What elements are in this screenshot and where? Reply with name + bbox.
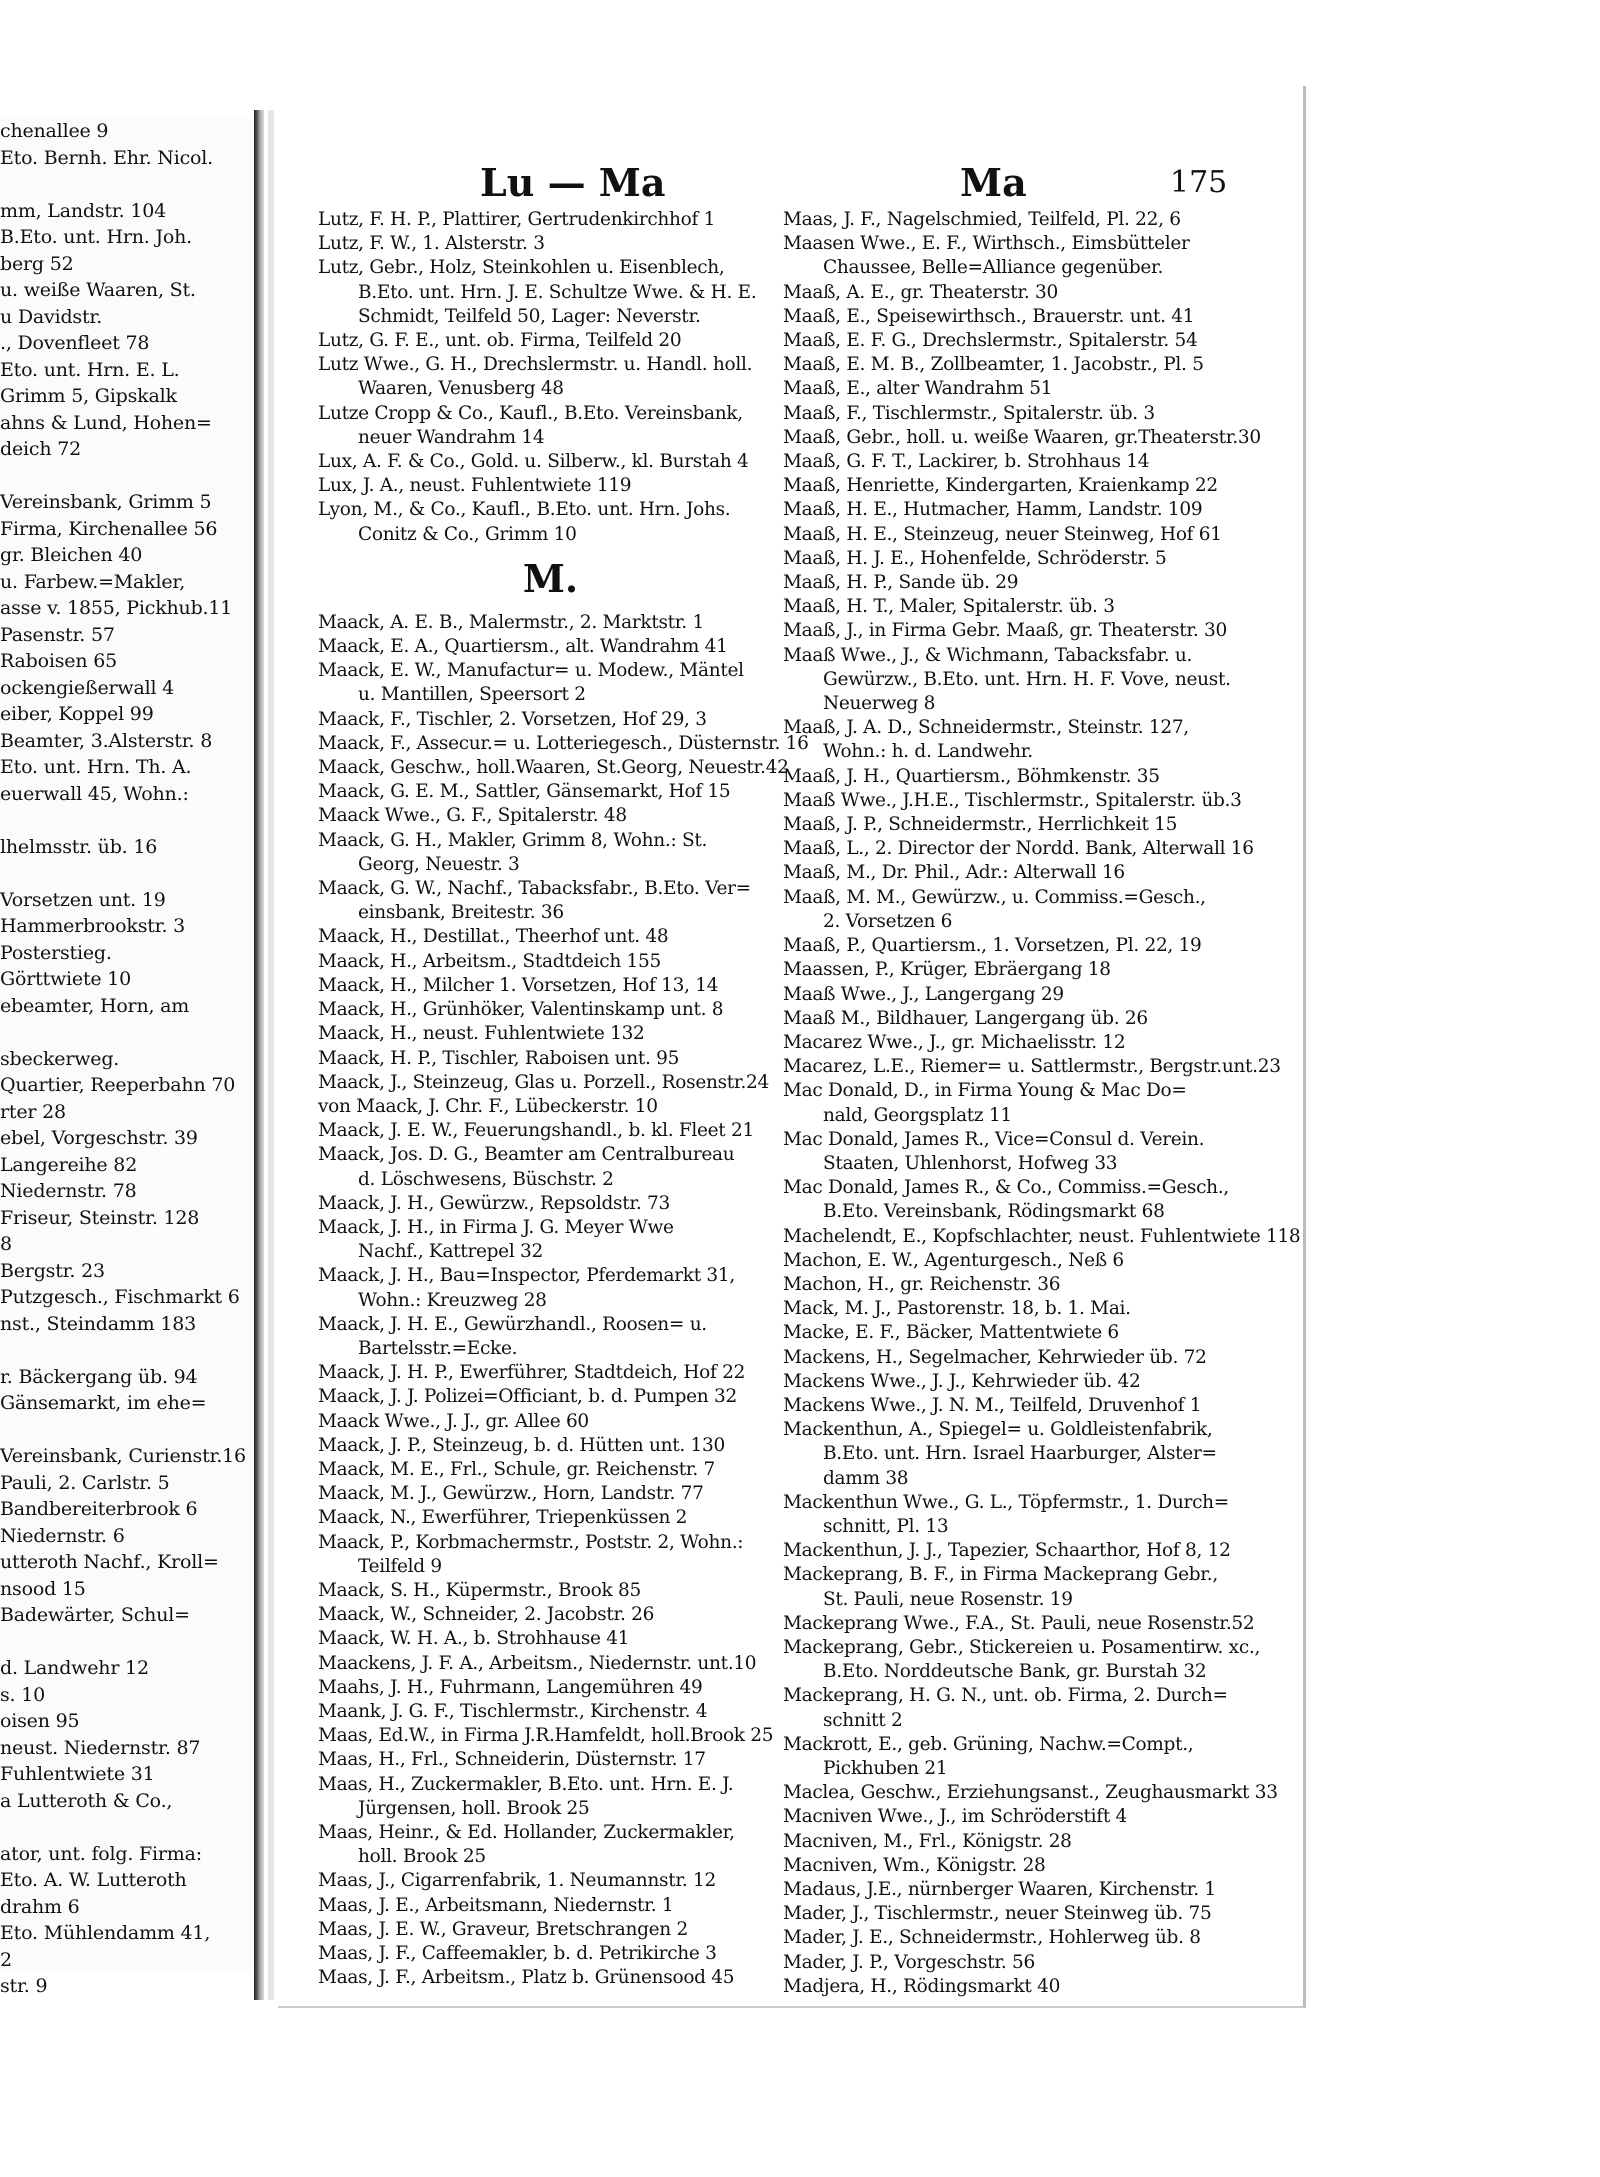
section-letter: M. — [522, 555, 579, 601]
directory-entry-line: Mackenthun Wwe., G. L., Töpfermstr., 1. Durch= — [783, 1491, 1229, 1513]
previous-page-line: a Lutteroth & Co., — [0, 1789, 173, 1812]
directory-entry-line: Maaß Wwe., J., Langergang 29 — [783, 983, 1064, 1005]
directory-entry-line: Maack, W., Schneider, 2. Jacobstr. 26 — [318, 1604, 655, 1626]
directory-entry-line: Maahs, J. H., Fuhrmann, Langemühren 49 — [318, 1676, 703, 1698]
directory-entry-line: Machon, E. W., Agenturgesch., Neß 6 — [783, 1249, 1124, 1271]
directory-entry-line: Maaß, M. M., Gewürzw., u. Commiss.=Gesch., — [783, 886, 1206, 908]
directory-entry-line: Mackens, H., Segelmacher, Kehrwieder üb. 72 — [783, 1346, 1207, 1368]
directory-entry-line: Maack, Geschw., holl.Waaren, St.Georg, Neuestr.42 — [318, 757, 789, 779]
directory-entry-line: Jürgensen, holl. Brook 25 — [358, 1797, 590, 1819]
directory-entry-line: Mackens Wwe., J. J., Kehrwieder üb. 42 — [783, 1370, 1141, 1392]
previous-page-line: Raboisen 65 — [0, 650, 117, 672]
directory-entry-line: Mac Donald, James R., & Co., Commiss.=Gesch., — [783, 1177, 1229, 1199]
previous-page-line: ockengießerwall 4 — [0, 676, 175, 699]
directory-entry-line: Maaß, H. P., Sande üb. 29 — [783, 572, 1019, 594]
column-left-top-entries — [318, 208, 783, 547]
previous-page-line: s. 10 — [0, 1683, 46, 1706]
directory-entry-line: von Maack, J. Chr. F., Lübeckerstr. 10 — [318, 1095, 658, 1117]
running-head-left: Lu — Ma — [480, 160, 666, 205]
directory-entry-line: Maack, G. W., Nachf., Tabacksfabr., B.Eto. Ver= — [318, 878, 751, 900]
directory-entry-line: Maack, H., Milcher 1. Vorsetzen, Hof 13, 14 — [318, 974, 719, 996]
directory-entry-line: Mackeprang, Gebr., Stickereien u. Posamentirw. xc., — [783, 1636, 1261, 1658]
directory-entry-line: Maack, G. H., Makler, Grimm 8, Wohn.: St. — [318, 829, 708, 851]
directory-entry-line: Maas, J. E., Arbeitsmann, Niedernstr. 1 — [318, 1894, 674, 1916]
directory-entry-line: Maaß, E., alter Wandrahm 51 — [783, 378, 1053, 400]
previous-page-line: Pasenstr. 57 — [0, 623, 115, 646]
previous-page-line: mm, Landstr. 104 — [0, 199, 166, 222]
directory-entry-line: Lutz, G. F. E., unt. ob. Firma, Teilfeld 20 — [318, 330, 682, 352]
previous-page-line: 2 — [0, 1948, 12, 1971]
directory-entry-line: Lux, J. A., neust. Fuhlentwiete 119 — [318, 475, 632, 497]
directory-entry-line: Maaß, P., Quartiersm., 1. Vorsetzen, Pl. 22, 19 — [783, 935, 1202, 957]
previous-page-line: Görttwiete 10 — [0, 968, 132, 990]
directory-entry-line: Maaß, E. F. G., Drechslermstr., Spitalerstr. 54 — [783, 330, 1198, 352]
directory-entry-line: Maack, N., Ewerführer, Triepenküssen 2 — [318, 1507, 688, 1529]
directory-entry-line: Lutz Wwe., G. H., Drechslermstr. u. Handl. holl. — [318, 354, 753, 376]
directory-entry-line: Georg, Neuestr. 3 — [358, 853, 520, 875]
directory-entry-line: Maaß, Gebr., holl. u. weiße Waaren, gr.Theaterstr.30 — [783, 426, 1261, 448]
directory-entry-line: Maack, H., neust. Fuhlentwiete 132 — [318, 1023, 645, 1045]
directory-entry-line: Macniven, Wm., Königstr. 28 — [783, 1854, 1046, 1876]
directory-entry-line: Maaß, H. T., Maler, Spitalerstr. üb. 3 — [783, 596, 1115, 618]
directory-entry-line: Maaß, E., Speisewirthsch., Brauerstr. unt. 41 — [783, 305, 1195, 327]
book-gutter-highlight — [268, 110, 274, 2000]
directory-entry-line: Maaß, L., 2. Director der Nordd. Bank, Alterwall 16 — [783, 838, 1254, 860]
previous-page-line: rter 28 — [0, 1100, 66, 1123]
previous-page-line: neust. Niedernstr. 87 — [0, 1736, 201, 1759]
previous-page-line: oisen 95 — [0, 1710, 80, 1732]
previous-page-line: B.Eto. unt. Hrn. Joh. — [0, 226, 192, 248]
directory-entry-line: Maas, J. F., Caffeemakler, b. d. Petrikirche 3 — [318, 1943, 717, 1965]
directory-entry-line: Maack, H., Grünhöker, Valentinskamp unt. 8 — [318, 999, 724, 1021]
previous-page-line — [0, 860, 252, 887]
previous-page-line: Eto. Mühlendamm 41, — [0, 1922, 211, 1944]
previous-page-line: euerwall 45, Wohn.: — [0, 782, 189, 805]
directory-entry-line: Maas, J., Cigarrenfabrik, 1. Neumannstr. 12 — [318, 1870, 716, 1892]
directory-entry-line: Mackens Wwe., J. N. M., Teilfeld, Druvenhof 1 — [783, 1394, 1202, 1416]
directory-entry-line: Madjera, H., Rödingsmarkt 40 — [783, 1975, 1061, 1997]
directory-entry-line: Lutze Cropp & Co., Kaufl., B.Eto. Vereinsbank, — [318, 402, 743, 424]
previous-page-line: Eto. Bernh. Ehr. Nicol. — [0, 146, 214, 169]
directory-entry-line: Mac Donald, D., in Firma Young & Mac Do= — [783, 1080, 1187, 1102]
previous-page-line: berg 52 — [0, 252, 74, 275]
previous-page-line: Eto. A. W. Lutteroth — [0, 1869, 187, 1891]
directory-entry-line: holl. Brook 25 — [358, 1846, 486, 1868]
directory-entry-line: Mackenthun, A., Spiegel= u. Goldleistenfabrik, — [783, 1419, 1213, 1441]
previous-page-line: u Davidstr. — [0, 305, 103, 328]
running-head-right: Ma — [960, 160, 1027, 205]
previous-page-line: Pauli, 2. Carlstr. 5 — [0, 1471, 170, 1494]
directory-entry-line: Macarez Wwe., J., gr. Michaelisstr. 12 — [783, 1031, 1126, 1053]
directory-entry-line: Madaus, J.E., nürnberger Waaren, Kirchenstr. 1 — [783, 1879, 1216, 1901]
directory-entry-line: B.Eto. unt. Hrn. Israel Haarburger, Alster= — [823, 1443, 1217, 1465]
directory-entry-line: Maaß, J. A. D., Schneidermstr., Steinstr. 127, — [783, 717, 1189, 739]
directory-entry-line: Nachf., Kattrepel 32 — [358, 1241, 543, 1263]
book-gutter — [254, 110, 264, 2000]
directory-entry-line: Staaten, Uhlenhorst, Hofweg 33 — [823, 1152, 1118, 1174]
directory-entry-line: Maack, H. P., Tischler, Raboisen unt. 95 — [318, 1047, 680, 1069]
column-left-bottom-entries — [318, 611, 809, 1991]
previous-page-line: nsood 15 — [0, 1577, 86, 1600]
directory-entry-line: Maack, W. H. A., b. Strohhause 41 — [318, 1628, 630, 1650]
previous-page-line — [0, 1814, 252, 1841]
previous-page-line: asse v. 1855, Pickhub.11 — [0, 597, 233, 619]
directory-entry-line: Maaß Wwe., J.H.E., Tischlermstr., Spitalerstr. üb.3 — [783, 789, 1242, 811]
directory-entry-line: Maack, G. E. M., Sattler, Gänsemarkt, Hof 15 — [318, 781, 731, 803]
directory-entry-line: Mackeprang, B. F., in Firma Mackeprang Gebr., — [783, 1564, 1218, 1586]
directory-entry-line: Maack, J. H. P., Ewerführer, Stadtdeich, Hof 22 — [318, 1362, 746, 1384]
directory-entry-line: Lyon, M., & Co., Kaufl., B.Eto. unt. Hrn. Johs. — [318, 499, 731, 521]
directory-entry-line: Machon, H., gr. Reichenstr. 36 — [783, 1273, 1061, 1295]
directory-entry-line: Macke, E. F., Bäcker, Mattentwiete 6 — [783, 1322, 1119, 1344]
directory-entry-line: einsbank, Breitestr. 36 — [358, 902, 564, 924]
directory-entry-line: Macniven Wwe., J., im Schröderstift 4 — [783, 1806, 1128, 1828]
directory-entry-line: Maaß, H. E., Steinzeug, neuer Steinweg, Hof 61 — [783, 523, 1222, 545]
previous-page-line: chenallee 9 — [0, 120, 109, 142]
directory-entry-line: Maassen, P., Krüger, Ebräergang 18 — [783, 959, 1111, 981]
directory-entry-line: Maaß, H. E., Hutmacher, Hamm, Landstr. 109 — [783, 499, 1203, 521]
directory-entry-line: Mac Donald, James R., Vice=Consul d. Verein. — [783, 1128, 1205, 1150]
previous-page-line: ebel, Vorgeschstr. 39 — [0, 1127, 198, 1149]
directory-entry-line: Maaß, E. M. B., Zollbeamter, 1. Jacobstr., Pl. 5 — [783, 354, 1204, 376]
directory-entry-line: Maack, M. J., Gewürzw., Horn, Landstr. 77 — [318, 1483, 704, 1505]
previous-page-line: Bandbereiterbrook 6 — [0, 1498, 198, 1520]
directory-entry-line: Wohn.: h. d. Landwehr. — [823, 741, 1033, 763]
directory-entry-line: Lux, A. F. & Co., Gold. u. Silberw., kl. Burstah 4 — [318, 451, 749, 473]
previous-page-line: Vereinsbank, Curienstr.16 — [0, 1445, 246, 1467]
directory-entry-line: Maack, J. H., Gewürzw., Repsoldstr. 73 — [318, 1192, 670, 1214]
previous-page-line: deich 72 — [0, 438, 81, 460]
directory-entry-line: B.Eto. Norddeutsche Bank, gr. Burstah 32 — [823, 1661, 1207, 1683]
previous-page-line: Friseur, Steinstr. 128 — [0, 1206, 200, 1229]
previous-page-line: gr. Bleichen 40 — [0, 544, 143, 566]
directory-entry-line: Maaß Wwe., J., & Wichmann, Tabacksfabr. u. — [783, 644, 1193, 666]
previous-page-line: Eto. unt. Hrn. Th. A. — [0, 756, 192, 778]
previous-page-line: r. Bäckergang üb. 94 — [0, 1365, 198, 1388]
directory-entry-line: Maackens, J. F. A., Arbeitsm., Niedernstr. unt.10 — [318, 1652, 757, 1674]
previous-page-line: Vereinsbank, Grimm 5 — [0, 491, 212, 513]
previous-page-line: ator, unt. folg. Firma: — [0, 1842, 202, 1865]
directory-entry-line: Neuerweg 8 — [823, 693, 936, 715]
directory-entry-line: Chaussee, Belle=Alliance gegenüber. — [823, 257, 1164, 279]
directory-entry-line: B.Eto. Vereinsbank, Rödingsmarkt 68 — [823, 1201, 1165, 1223]
directory-entry-line: Maack, J. P., Steinzeug, b. d. Hütten unt. 130 — [318, 1434, 725, 1456]
directory-entry-line: Teilfeld 9 — [358, 1555, 442, 1577]
directory-entry-line: Maaß, J. H., Quartiersm., Böhmkenstr. 35 — [783, 765, 1160, 787]
directory-entry-line: Maack, J. J. Polizei=Officiant, b. d. Pumpen 32 — [318, 1386, 737, 1408]
directory-entry-line: Mackeprang Wwe., F.A., St. Pauli, neue Rosenstr.52 — [783, 1612, 1255, 1634]
previous-page-line — [0, 1337, 252, 1364]
page-number: 175 — [1170, 165, 1228, 200]
directory-entry-line: Mack, M. J., Pastorenstr. 18, b. 1. Mai. — [783, 1298, 1131, 1320]
directory-entry-line: damm 38 — [823, 1467, 909, 1489]
previous-page-line: ebeamter, Horn, am — [0, 994, 190, 1017]
directory-entry-line: Wohn.: Kreuzweg 28 — [358, 1289, 547, 1311]
directory-entry-line: Maasen Wwe., E. F., Wirthsch., Eimsbütteler — [783, 233, 1190, 255]
directory-entry-line: Maack, F., Assecur.= u. Lotteriegesch., Düsternstr. 16 — [318, 732, 809, 754]
directory-entry-line: Maas, J. F., Nagelschmied, Teilfeld, Pl. 22, 6 — [783, 209, 1181, 230]
directory-entry-line: Maack, P., Korbmachermstr., Poststr. 2, Wohn.: — [318, 1531, 744, 1553]
previous-page-line: Langereihe 82 — [0, 1153, 138, 1176]
directory-entry-line: Schmidt, Teilfeld 50, Lager: Neverstr. — [358, 305, 701, 327]
directory-entry-line: Lutz, Gebr., Holz, Steinkohlen u. Eisenblech, — [318, 257, 725, 279]
directory-entry-line: Macniven, M., Frl., Königstr. 28 — [783, 1830, 1072, 1852]
directory-entry-line: Mader, J. E., Schneidermstr., Hohlerweg üb. 8 — [783, 1927, 1201, 1949]
directory-entry-line: Lutz, F. H. P., Plattirer, Gertrudenkirchhof 1 — [318, 209, 716, 230]
directory-entry-line: Maclea, Geschw., Erziehungsanst., Zeughausmarkt 33 — [783, 1782, 1278, 1804]
directory-entry-line: St. Pauli, neue Rosenstr. 19 — [823, 1588, 1073, 1610]
directory-entry-line: schnitt 2 — [823, 1709, 903, 1731]
directory-entry-line: Maack, Jos. D. G., Beamter am Centralbureau — [318, 1144, 735, 1166]
previous-page-line: nst., Steindamm 183 — [0, 1312, 196, 1335]
directory-entry-line: Maack, H., Destillat., Theerhof unt. 48 — [318, 926, 669, 948]
directory-entry-line: Machelendt, E., Kopfschlachter, neust. Fuhlentwiete 118 — [783, 1225, 1301, 1247]
previous-page-line: str. 9 — [0, 1975, 48, 1997]
directory-entry-line: Mackenthun, J. J., Tapezier, Schaarthor, Hof 8, 12 — [783, 1540, 1231, 1562]
directory-entry-line: Maack, J. H., Bau=Inspector, Pferdemarkt 31, — [318, 1265, 735, 1287]
directory-entry-line: schnitt, Pl. 13 — [823, 1515, 949, 1537]
previous-page-line: ahns & Lund, Hohen= — [0, 411, 212, 434]
directory-entry-line: Maack, S. H., Küpermstr., Brook 85 — [318, 1579, 641, 1601]
previous-page-line: Bergstr. 23 — [0, 1259, 105, 1282]
directory-entry-line: Maack, J. H., in Firma J. G. Meyer Wwe — [318, 1216, 674, 1238]
directory-entry-line: Maaß, J., in Firma Gebr. Maaß, gr. Theaterstr. 30 — [783, 620, 1227, 642]
directory-entry-line: Maaß, J. P., Schneidermstr., Herrlichkeit 15 — [783, 814, 1178, 836]
directory-entry-line: Maack, J. E. W., Feuerungshandl., b. kl. Fleet 21 — [318, 1120, 754, 1142]
previous-page-line: Fuhlentwiete 31 — [0, 1763, 155, 1785]
previous-page-line: Gänsemarkt, im ehe= — [0, 1392, 207, 1414]
directory-entry-line: Maank, J. G. F., Tischlermstr., Kirchenstr. 4 — [318, 1700, 708, 1722]
directory-entry-line: Conitz & Co., Grimm 10 — [358, 523, 577, 545]
directory-entry-line: Maack, M. E., Frl., Schule, gr. Reichenstr. 7 — [318, 1458, 716, 1480]
previous-page-line: Hammerbrookstr. 3 — [0, 915, 186, 937]
directory-entry-line: Maaß, A. E., gr. Theaterstr. 30 — [783, 281, 1059, 303]
previous-page-line: utteroth Nachf., Kroll= — [0, 1551, 219, 1573]
directory-entry-line: Maas, J. F., Arbeitsm., Platz b. Grünensood 45 — [318, 1967, 735, 1989]
directory-entry-line: Mackeprang, H. G. N., unt. ob. Firma, 2. Durch= — [783, 1685, 1228, 1707]
directory-entry-line: B.Eto. unt. Hrn. J. E. Schultze Wwe. & H. E. — [358, 281, 757, 303]
previous-page-fragment — [0, 118, 252, 1997]
directory-entry-line: Maack, E. A., Quartiersm., alt. Wandrahm 41 — [318, 636, 728, 658]
directory-entry-line: Maaß, G. F. T., Lackirer, b. Strohhaus 14 — [783, 451, 1150, 473]
directory-entry-line: Maas, Ed.W., in Firma J.R.Hamfeldt, holl.Brook 25 — [318, 1725, 774, 1747]
previous-page-line: Badewärter, Schul= — [0, 1604, 190, 1626]
directory-entry-line: Maack, J., Steinzeug, Glas u. Porzell., Rosenstr.24 — [318, 1071, 769, 1093]
previous-page-line: Vorsetzen unt. 19 — [0, 888, 166, 911]
previous-page-line: lhelmsstr. üb. 16 — [0, 835, 158, 858]
column-left — [318, 208, 809, 1990]
previous-page-line: Posterstieg. — [0, 941, 112, 964]
directory-entry-line: Maack, A. E. B., Malermstr., 2. Marktstr. 1 — [318, 611, 704, 633]
previous-page-line: Putzgesch., Fischmarkt 6 — [0, 1286, 240, 1308]
directory-entry-line: Pickhuben 21 — [823, 1758, 948, 1779]
directory-entry-line: Maas, J. E. W., Graveur, Bretschrangen 2 — [318, 1918, 688, 1940]
previous-page-line: sbeckerweg. — [0, 1047, 120, 1070]
directory-entry-line: Maack, J. H. E., Gewürzhandl., Roosen= u. — [318, 1313, 707, 1335]
directory-entry-line: 2. Vorsetzen 6 — [823, 910, 953, 932]
column-right — [783, 208, 1301, 1999]
directory-entry-line: Maas, H., Frl., Schneiderin, Düsternstr. 17 — [318, 1749, 706, 1771]
previous-page-line: 8 — [0, 1233, 12, 1255]
previous-page-line: u. Farbew.=Makler, — [0, 570, 186, 593]
previous-page-line: Beamter, 3.Alsterstr. 8 — [0, 729, 213, 752]
previous-page-line — [0, 463, 252, 490]
previous-page-line: eiber, Koppel 99 — [0, 703, 154, 725]
directory-entry-line: u. Mantillen, Speersort 2 — [358, 684, 586, 706]
previous-page-line: Niedernstr. 6 — [0, 1524, 125, 1547]
directory-entry-line: Lutz, F. W., 1. Alsterstr. 3 — [318, 233, 545, 255]
directory-entry-line: Mader, J., Tischlermstr., neuer Steinweg üb. 75 — [783, 1903, 1212, 1925]
directory-entry-line: Maaß, H. J. E., Hohenfelde, Schröderstr. 5 — [783, 547, 1167, 569]
directory-entry-line: d. Löschwesens, Büschstr. 2 — [358, 1168, 614, 1190]
previous-page-line — [0, 171, 252, 198]
directory-entry-line: Maaß, F., Tischlermstr., Spitalerstr. üb. 3 — [783, 402, 1155, 424]
directory-entry-line: Maack Wwe., J. J., gr. Allee 60 — [318, 1410, 589, 1432]
directory-entry-line: Gewürzw., B.Eto. unt. Hrn. H. F. Vove, neust. — [823, 668, 1231, 690]
directory-entry-line: Mader, J. P., Vorgeschstr. 56 — [783, 1951, 1035, 1973]
directory-entry-line: Maaß, M., Dr. Phil., Adr.: Alterwall 16 — [783, 862, 1125, 884]
previous-page-line: Quartier, Reeperbahn 70 — [0, 1074, 236, 1096]
previous-page-line — [0, 807, 252, 834]
directory-entry-line: Maack, F., Tischler, 2. Vorsetzen, Hof 29, 3 — [318, 708, 707, 730]
previous-page-line: u. weiße Waaren, St. — [0, 279, 196, 301]
directory-entry-line: Maack, E. W., Manufactur= u. Modew., Mäntel — [318, 660, 744, 682]
previous-page-line: drahm 6 — [0, 1895, 80, 1918]
previous-page-line: Firma, Kirchenallee 56 — [0, 517, 218, 540]
column-right-entries — [783, 208, 1301, 1999]
previous-page-line — [0, 1629, 252, 1656]
directory-entry-line: Maaß M., Bildhauer, Langergang üb. 26 — [783, 1007, 1148, 1029]
directory-entry-line: Macarez, L.E., Riemer= u. Sattlermstr., Bergstr.unt.23 — [783, 1056, 1281, 1078]
directory-entry-line: Mackrott, E., geb. Grüning, Nachw.=Compt., — [783, 1733, 1194, 1755]
previous-page-line — [0, 1019, 252, 1046]
directory-entry-line: Bartelsstr.=Ecke. — [358, 1337, 518, 1359]
previous-page-line — [0, 1417, 252, 1444]
directory-entry-line: Maas, H., Zuckermakler, B.Eto. unt. Hrn. E. J. — [318, 1773, 734, 1795]
directory-entry-line: Maas, Heinr., & Ed. Hollander, Zuckermakler, — [318, 1822, 735, 1843]
directory-entry-line: nald, Georgsplatz 11 — [823, 1104, 1012, 1126]
previous-page-line: Niedernstr. 78 — [0, 1180, 137, 1202]
previous-page-line: d. Landwehr 12 — [0, 1657, 149, 1679]
directory-entry-line: Maack Wwe., G. F., Spitalerstr. 48 — [318, 805, 627, 827]
directory-entry-line: neuer Wandrahm 14 — [358, 426, 545, 448]
directory-entry-line: Maack, H., Arbeitsm., Stadtdeich 155 — [318, 950, 661, 972]
previous-page-line: Eto. unt. Hrn. E. L. — [0, 358, 180, 381]
previous-page-line: ., Dovenfleet 78 — [0, 332, 150, 354]
directory-entry-line: Waaren, Venusberg 48 — [358, 378, 564, 400]
directory-entry-line: Maaß, Henriette, Kindergarten, Kraienkamp 22 — [783, 475, 1218, 497]
previous-page-line: Grimm 5, Gipskalk — [0, 385, 177, 407]
